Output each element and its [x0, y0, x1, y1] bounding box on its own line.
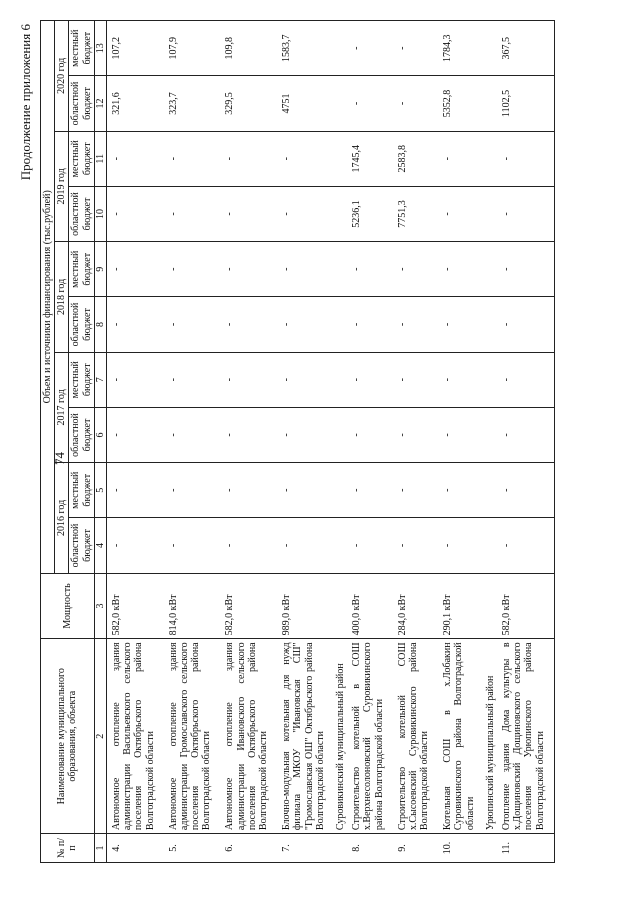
header-local: местный бюджет [69, 21, 94, 76]
value-cell: 5236,1 [347, 186, 393, 241]
value-cell: - [497, 518, 554, 573]
table-header [41, 21, 107, 863]
value-cell: - [393, 518, 439, 573]
empty-cell [334, 21, 347, 76]
value-cell: - [277, 352, 334, 407]
value-cell: - [497, 407, 554, 462]
value-cell: 5352,8 [438, 76, 484, 131]
power-cell: 400,0 кВт [347, 573, 393, 639]
column-index: 4 [94, 518, 106, 573]
column-index: 7 [94, 352, 106, 407]
row-num: 9. [393, 834, 439, 863]
power-cell: 582,0 кВт [497, 573, 554, 639]
value-cell: - [393, 407, 439, 462]
column-index: 9 [94, 242, 106, 297]
header-power: Мощность [41, 573, 95, 639]
empty-cell [334, 186, 347, 241]
header-num: № п/п [41, 834, 95, 863]
value-cell: 1745,4 [347, 131, 393, 186]
object-name: Автономное отопление здания администрации Ивановского сельского поселения Октябрьского района Волгоградской области [220, 639, 277, 834]
table-row [164, 21, 221, 863]
value-cell: - [277, 242, 334, 297]
header-regional: областной бюджет [69, 76, 94, 131]
value-cell: - [438, 186, 484, 241]
value-cell: - [164, 242, 221, 297]
value-cell: - [393, 76, 439, 131]
value-cell: - [220, 407, 277, 462]
value-cell: - [164, 297, 221, 352]
row-num [334, 834, 347, 863]
row-num: 5. [164, 834, 221, 863]
empty-cell [334, 76, 347, 131]
header-year: 2018 год [55, 242, 69, 353]
value-cell: - [497, 186, 554, 241]
empty-cell [484, 518, 497, 573]
table-row [393, 21, 439, 863]
value-cell: - [164, 131, 221, 186]
value-cell: - [164, 518, 221, 573]
column-index: 8 [94, 297, 106, 352]
value-cell: - [347, 407, 393, 462]
group-name: Урюпинский муниципальный район [484, 639, 497, 834]
column-index-row [94, 21, 106, 863]
power-cell: 582,0 кВт [106, 573, 163, 639]
column-index: 11 [94, 131, 106, 186]
table-row [106, 21, 163, 863]
value-cell: 329,5 [220, 76, 277, 131]
empty-cell [484, 21, 497, 76]
header-regional: областной бюджет [69, 297, 94, 352]
value-cell: 323,7 [164, 76, 221, 131]
value-cell: - [438, 407, 484, 462]
header-year: 2016 год [55, 463, 69, 574]
value-cell: - [497, 352, 554, 407]
value-cell: 107,9 [164, 21, 221, 76]
object-name: Строительство котельной в СОШ х.Верхнесолоновский Суровикинского района Волгоградской области [347, 639, 393, 834]
value-cell: 109,8 [220, 21, 277, 76]
value-cell: - [220, 518, 277, 573]
value-cell: - [220, 186, 277, 241]
value-cell: - [277, 131, 334, 186]
value-cell: - [438, 352, 484, 407]
empty-cell [334, 518, 347, 573]
value-cell: - [347, 297, 393, 352]
value-cell: - [220, 242, 277, 297]
empty-cell [484, 352, 497, 407]
header-regional: областной бюджет [69, 407, 94, 462]
value-cell: - [164, 463, 221, 518]
value-cell: - [438, 131, 484, 186]
value-cell: - [220, 297, 277, 352]
value-cell: - [347, 352, 393, 407]
value-cell: - [277, 518, 334, 573]
value-cell: - [393, 21, 439, 76]
empty-cell [334, 463, 347, 518]
value-cell: - [438, 518, 484, 573]
empty-cell [334, 297, 347, 352]
power-cell: 284,0 кВт [393, 573, 439, 639]
value-cell: - [347, 463, 393, 518]
value-cell: - [497, 463, 554, 518]
header-local: местный бюджет [69, 131, 94, 186]
value-cell: 7751,3 [393, 186, 439, 241]
object-name: Автономное отопление здания администрации Васильевского сельского поселения Октябрьского района Волгоградской области [106, 639, 163, 834]
column-index: 10 [94, 186, 106, 241]
row-num: 10. [438, 834, 484, 863]
value-cell: - [220, 463, 277, 518]
row-num: 4. [106, 834, 163, 863]
table-row [347, 21, 393, 863]
header-year: 2019 год [55, 131, 69, 242]
value-cell: - [438, 297, 484, 352]
column-index: 13 [94, 21, 106, 76]
header-financing: Объем и источники финансирования (тыс.рублей) [41, 21, 55, 574]
value-cell: - [497, 242, 554, 297]
group-row [334, 21, 347, 863]
value-cell: - [393, 297, 439, 352]
table-row [220, 21, 277, 863]
value-cell: - [106, 352, 163, 407]
value-cell: - [347, 242, 393, 297]
value-cell: - [438, 463, 484, 518]
row-num: 11. [497, 834, 554, 863]
column-index: 1 [94, 834, 106, 863]
empty-cell [334, 242, 347, 297]
value-cell: - [106, 463, 163, 518]
column-index: 12 [94, 76, 106, 131]
value-cell: - [438, 242, 484, 297]
header-regional: областной бюджет [69, 518, 94, 573]
value-cell: 321,6 [106, 76, 163, 131]
group-name: Суровикинский муниципальный район [334, 639, 347, 834]
empty-cell [484, 573, 497, 639]
value-cell: - [106, 407, 163, 462]
header-year: 2017 год [55, 352, 69, 463]
object-name: Автономное отопление здания администрации Громославского сельского поселения Октябрьского района Волгоградской области [164, 639, 221, 834]
column-index: 3 [94, 573, 106, 639]
value-cell: - [106, 131, 163, 186]
value-cell: - [106, 186, 163, 241]
row-num: 7. [277, 834, 334, 863]
empty-cell [484, 407, 497, 462]
value-cell: 1102,5 [497, 76, 554, 131]
object-name: Строительство котельной СОШ х.Сысоевский Суровикинского района Волгоградской области [393, 639, 439, 834]
value-cell: - [277, 463, 334, 518]
financing-table [40, 20, 555, 863]
row-num: 6. [220, 834, 277, 863]
value-cell: - [277, 297, 334, 352]
row-num [484, 834, 497, 863]
power-cell: 989,0 кВт [277, 573, 334, 639]
power-cell: 290,1 кВт [438, 573, 484, 639]
value-cell: 1583,7 [277, 21, 334, 76]
empty-cell [484, 131, 497, 186]
empty-cell [484, 76, 497, 131]
value-cell: - [220, 352, 277, 407]
value-cell: - [164, 352, 221, 407]
value-cell: - [164, 407, 221, 462]
empty-cell [484, 463, 497, 518]
empty-cell [484, 297, 497, 352]
value-cell: - [347, 76, 393, 131]
value-cell: 1784,3 [438, 21, 484, 76]
object-name: Блочно-модульная котельная для нужд филиала МКОУ "Ивановская СШ" "Громославская ОШ" Октябрьского района Волгоградской области [277, 639, 334, 834]
value-cell: - [164, 186, 221, 241]
table-row [497, 21, 554, 863]
header-year: 2020 год [55, 21, 69, 132]
table-row [438, 21, 484, 863]
empty-cell [334, 131, 347, 186]
empty-cell [334, 407, 347, 462]
value-cell: - [277, 407, 334, 462]
value-cell: - [347, 518, 393, 573]
table-body [106, 21, 554, 863]
value-cell: - [106, 518, 163, 573]
value-cell: - [220, 131, 277, 186]
value-cell: 2583,8 [393, 131, 439, 186]
object-name: Отопление здания Дома культуры в х.Дощиновский Дощиновского сельского поселения Урюпинского района Волгоградской области [497, 639, 554, 834]
value-cell: - [277, 186, 334, 241]
value-cell: - [497, 297, 554, 352]
header-local: местный бюджет [69, 242, 94, 297]
value-cell: - [393, 242, 439, 297]
column-index: 6 [94, 407, 106, 462]
table-row [277, 21, 334, 863]
value-cell: 367,5 [497, 21, 554, 76]
object-name: Котельная СОШ в х.Лобакин Суровикинского района Волгоградской области [438, 639, 484, 834]
continuation-note: Продолжение приложения 6 [18, 24, 33, 181]
column-index: 5 [94, 463, 106, 518]
value-cell: 4751 [277, 76, 334, 131]
value-cell: - [497, 131, 554, 186]
value-cell: - [393, 463, 439, 518]
value-cell: 107,2 [106, 21, 163, 76]
value-cell: - [106, 242, 163, 297]
value-cell: - [393, 352, 439, 407]
empty-cell [334, 352, 347, 407]
empty-cell [484, 186, 497, 241]
header-local: местный бюджет [69, 463, 94, 518]
empty-cell [484, 242, 497, 297]
value-cell: - [106, 297, 163, 352]
header-local: местный бюджет [69, 352, 94, 407]
row-num: 8. [347, 834, 393, 863]
header-name: Наименование муниципального образования, объекта [41, 639, 95, 834]
empty-cell [334, 573, 347, 639]
value-cell: - [347, 21, 393, 76]
column-index: 2 [94, 639, 106, 834]
power-cell: 582,0 кВт [220, 573, 277, 639]
header-regional: областной бюджет [69, 186, 94, 241]
power-cell: 814,0 кВт [164, 573, 221, 639]
page-number: 74 [52, 452, 67, 465]
group-row [484, 21, 497, 863]
